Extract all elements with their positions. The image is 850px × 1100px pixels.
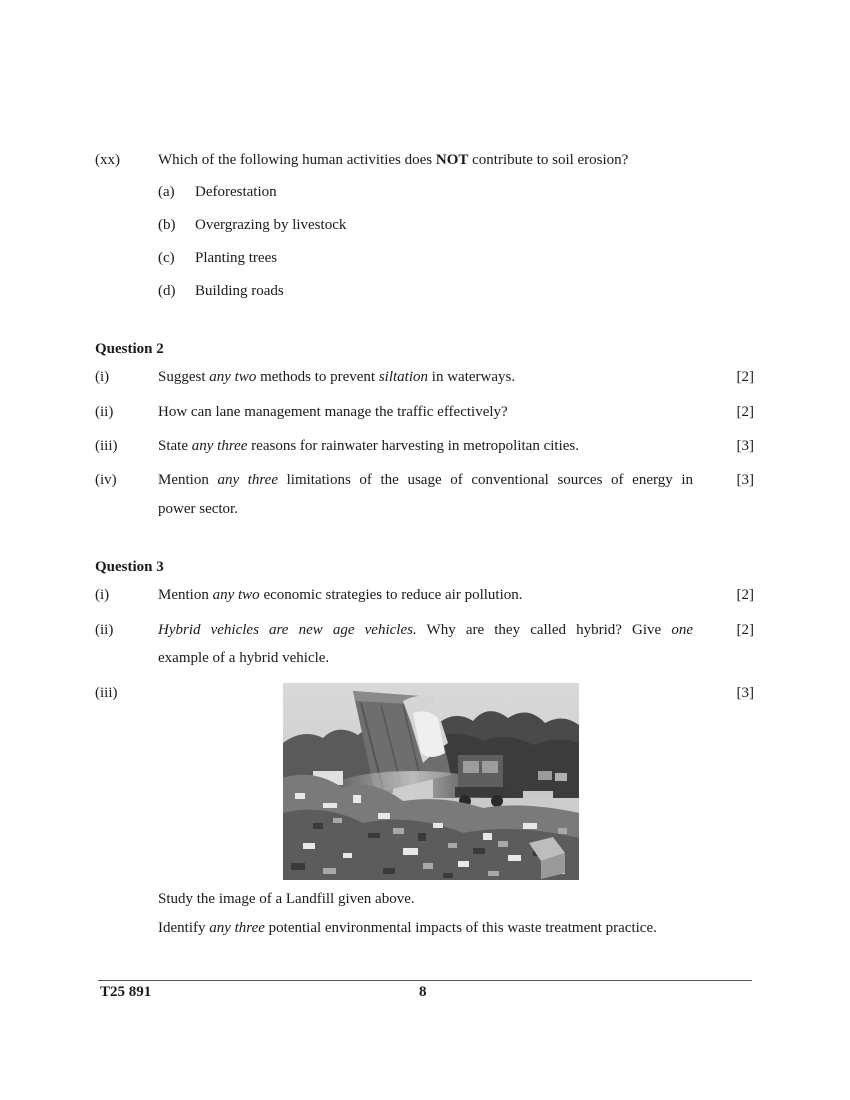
- q2-part-number-i: (i): [95, 369, 110, 385]
- q3-part-number-ii: (ii): [95, 622, 114, 638]
- question-2-heading: Question 2: [95, 341, 164, 357]
- q3-marks-ii: [2]: [736, 622, 754, 638]
- option-text-c: Planting trees: [195, 250, 278, 266]
- footer-divider: [98, 980, 752, 981]
- landfill-photo-svg: [283, 683, 579, 880]
- q3-iii-identify-text: Identify any three potential environmental impacts of this waste treatment practice.: [158, 920, 657, 936]
- q3-part-text-i: Mention any two economic strategies to reduce air pollution.: [158, 587, 523, 603]
- option-text-b: Overgrazing by livestock: [195, 217, 347, 233]
- q3-part-text-ii-line1: Hybrid vehicles are new age vehicles. Why are they called hybrid? Give one: [158, 622, 693, 638]
- option-label-c: (c): [158, 250, 175, 266]
- q2-part-text-ii: How can lane management manage the traffic effectively?: [158, 404, 508, 420]
- q2-part-text-i: Suggest any two methods to prevent siltation in waterways.: [158, 369, 516, 385]
- option-label-b: (b): [158, 217, 176, 233]
- paper-code: T25 891: [100, 984, 152, 1000]
- q3-iii-study-text: Study the image of a Landfill given above.: [158, 891, 415, 907]
- option-label-a: (a): [158, 184, 175, 200]
- q3-marks-i: [2]: [736, 587, 754, 603]
- q2-part-text-iv-line2: power sector.: [158, 501, 238, 517]
- question-3-heading: Question 3: [95, 559, 164, 575]
- q3-part-text-ii-line2: example of a hybrid vehicle.: [158, 650, 330, 666]
- q2-marks-iii: [3]: [736, 438, 754, 454]
- q2-marks-iv: [3]: [736, 472, 754, 488]
- page-number: 8: [419, 984, 427, 1000]
- q3-marks-iii: [3]: [736, 685, 754, 701]
- question-xx-text: Which of the following human activities does NOT contribute to soil erosion?: [158, 152, 629, 168]
- question-number-xx: (xx): [95, 152, 120, 168]
- q2-part-text-iii: State any three reasons for rainwater harvesting in metropolitan cities.: [158, 438, 579, 454]
- q2-marks-ii: [2]: [736, 404, 754, 420]
- option-text-a: Deforestation: [195, 184, 277, 200]
- landfill-image: [283, 683, 579, 880]
- q2-part-number-iv: (iv): [95, 472, 117, 488]
- option-text-d: Building roads: [195, 283, 284, 299]
- q2-part-number-iii: (iii): [95, 438, 118, 454]
- q2-part-number-ii: (ii): [95, 404, 114, 420]
- q2-part-text-iv-line1: Mention any three limitations of the usage of conventional sources of energy in: [158, 472, 693, 488]
- q3-part-number-iii: (iii): [95, 685, 118, 701]
- q3-part-number-i: (i): [95, 587, 110, 603]
- option-label-d: (d): [158, 283, 176, 299]
- q2-marks-i: [2]: [736, 369, 754, 385]
